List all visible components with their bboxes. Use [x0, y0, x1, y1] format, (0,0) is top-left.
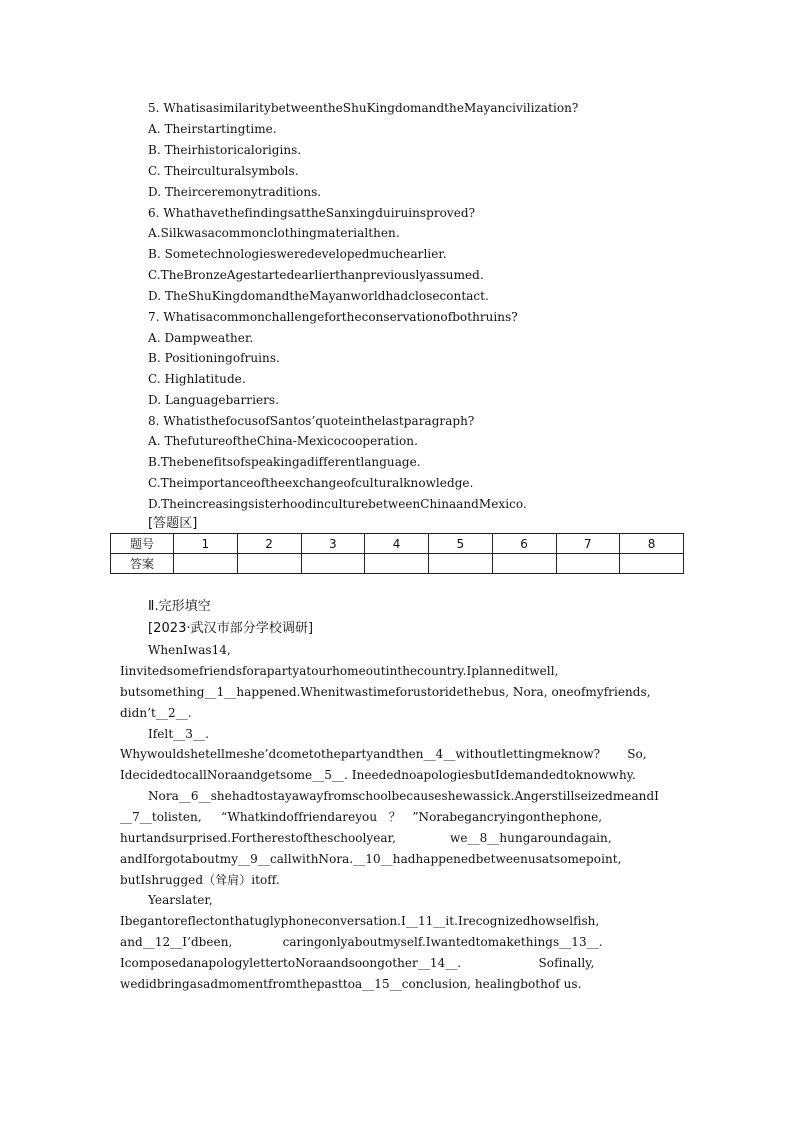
passage-line: didn’t__2__. [120, 706, 192, 720]
question-5: 5. WhatisasimilaritybetweentheShuKingdomandtheMayancivilization? [148, 101, 579, 115]
number-header: 题号 [111, 534, 174, 554]
answer-table [110, 533, 684, 574]
option-5a: A. Theirstartingtime. [148, 122, 277, 136]
passage-line: Ifelt__3__. [148, 727, 209, 741]
passage-line: IdecidedtocallNoraandgetsome__5__. IneedednoapologiesbutIdemandedtoknowwhy. [120, 768, 636, 782]
answer-number: 8 [620, 534, 684, 554]
question-6: 6. WhathavethefindingsattheSanxingduiruinsproved? [148, 206, 476, 220]
answer-table-answer-row [111, 554, 684, 574]
answer-area-label: [答题区] [148, 516, 198, 531]
option-6d: D. TheShuKingdomandtheMayanworldhadclosecontact. [148, 289, 489, 303]
answer-header: 答案 [111, 554, 174, 574]
passage-line: butIshrugged（耸肩）itoff. [120, 873, 280, 887]
answer-number: 4 [365, 534, 429, 554]
answer-cell[interactable] [556, 554, 620, 574]
option-8a: A. ThefutureoftheChina-Mexicocooperation. [148, 434, 418, 448]
passage-line: Yearslater, [148, 893, 213, 907]
answer-cell[interactable] [301, 554, 365, 574]
answer-cell[interactable] [620, 554, 684, 574]
passage-line: IcomposedanapologylettertoNoraandsoongother__14__. Sofinally, [120, 956, 595, 970]
question-8: 8. WhatisthefocusofSantos’quoteinthelastparagraph? [148, 414, 475, 428]
option-5b: B. Theirhistoricalorigins. [148, 143, 302, 157]
answer-cell[interactable] [492, 554, 556, 574]
answer-table-number-row [111, 534, 684, 554]
passage-line: WhenIwas14, [148, 643, 231, 657]
passage-line: butsomething__1__happened.Whenitwastimeforustoridethebus, Nora, oneofmyfriends, [120, 685, 651, 699]
answer-cell[interactable] [429, 554, 493, 574]
passage-line: and__12__I’dbeen, caringonlyaboutmyself.Iwantedtomakethings__13__. [120, 935, 603, 949]
option-7b: B. Positioningofruins. [148, 351, 280, 365]
passage-line: Ibegantoreflectonthatuglyphoneconversation.I__11__it.Irecognizedhowselfish, [120, 914, 600, 928]
passage-line: __7__tolisten, “Whatkindoffriendareyou ？ ”Norabegancryingonthephone, [120, 810, 603, 824]
answer-cell[interactable] [237, 554, 301, 574]
answer-number: 6 [492, 534, 556, 554]
passage-line: hurtandsurprised.Fortherestoftheschoolyear, we__8__hungaroundagain, [120, 831, 612, 845]
option-8b: B.Thebenefitsofspeakingadifferentlanguage. [148, 455, 421, 469]
passage-line: wedidbringasadmomentfromthepasttoa__15__conclusion, healingbothof us. [120, 977, 582, 991]
answer-cell[interactable] [174, 554, 238, 574]
option-5c: C. Theirculturalsymbols. [148, 164, 299, 178]
option-6a: A.Silkwasacommonclothingmaterialthen. [148, 226, 400, 240]
option-6c: C.TheBronzeAgestartedearlierthanpreviouslyassumed. [148, 268, 484, 282]
section-title: Ⅱ.完形填空 [148, 599, 211, 614]
answer-cell[interactable] [365, 554, 429, 574]
option-8d: D.TheincreasingsisterhoodinculturebetweenChinaandMexico. [148, 497, 527, 511]
answer-number: 3 [301, 534, 365, 554]
answer-number: 2 [237, 534, 301, 554]
option-6b: B. Sometechnologiesweredevelopedmuchearlier. [148, 247, 447, 261]
option-8c: C.Theimportanceoftheexchangeofculturalknowledge. [148, 476, 474, 490]
section-source: [2023·武汉市部分学校调研] [148, 621, 314, 636]
passage-line: Nora__6__shehadtostayawayfromschoolbecauseshewassick.AngerstillseizedmeandI [148, 789, 659, 803]
answer-number: 1 [174, 534, 238, 554]
option-5d: D. Theirceremonytraditions. [148, 185, 322, 199]
question-7: 7. Whatisacommonchallengefortheconservationofbothruins? [148, 310, 518, 324]
passage-line: Whywouldshetellmeshe’dcometothepartyandthen__4__withoutlettingmeknow? So, [120, 747, 647, 761]
passage-line: andIforgotaboutmy__9__callwithNora.__10__hadhappenedbetweenusatsomepoint, [120, 852, 622, 866]
answer-number: 7 [556, 534, 620, 554]
answer-number: 5 [429, 534, 493, 554]
option-7a: A. Dampweather. [148, 331, 254, 345]
option-7c: C. Highlatitude. [148, 372, 246, 386]
option-7d: D. Languagebarriers. [148, 393, 279, 407]
passage-line: Iinvitedsomefriendsforapartyatourhomeoutinthecountry.Iplanneditwell, [120, 664, 559, 678]
